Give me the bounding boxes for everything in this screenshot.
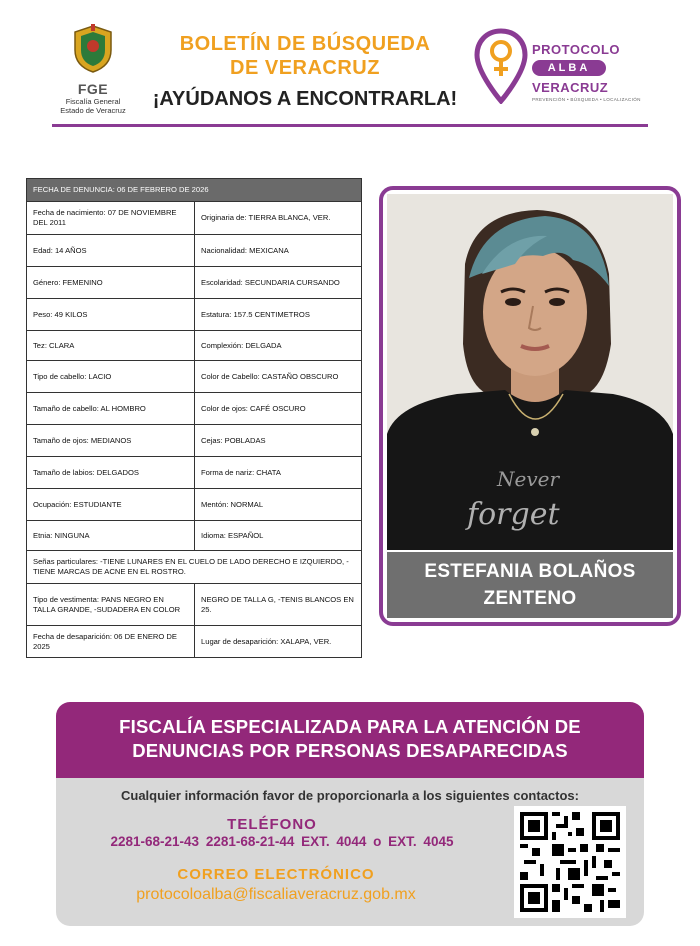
table-cell-right: Mentón: NORMAL [201, 499, 264, 509]
title-line3: ¡AYÚDANOS A ENCONTRARLA! [152, 88, 458, 110]
table-row [27, 201, 361, 234]
female-location-pin-icon [474, 28, 528, 104]
table-cell-left: Tamaño de cabello: AL HOMBRO [27, 393, 195, 424]
clothing-right: NEGRO DE TALLA G, -TENIS BLANCOS EN 25. [201, 594, 354, 614]
missing-person-photo [387, 194, 673, 550]
table-row [27, 234, 361, 266]
table-cell-right: Nacionalidad: MEXICANA [201, 245, 289, 255]
table-cell-right: Idioma: ESPAÑOL [201, 530, 264, 540]
header [0, 0, 700, 135]
shirt-print-line2: forget [467, 497, 560, 532]
agency-line1: FISCALÍA ESPECIALIZADA PARA LA ATENCIÓN DE [119, 716, 581, 737]
distinguishing-features: Señas particulares: -TIENE LUNARES EN EL CUELO DE LADO DERECHO E IZQUIERDO, -TIENE MARCAS DE ACNE EN EL ROSTRO. [33, 557, 349, 576]
fge-line2: Estado de Veracruz [60, 106, 126, 115]
table-row [27, 298, 361, 330]
portrait-illustration [387, 194, 673, 550]
email-label: CORREO ELECTRÓNICO [177, 866, 375, 883]
contact-intro: Cualquier información favor de proporcionarla a los siguientes contactos: [121, 788, 579, 803]
table-cell-left: Tamaño de ojos: MEDIANOS [27, 425, 195, 456]
table-cell-left: Tipo de cabello: LACIO [27, 361, 195, 392]
table-cell-right: Escolaridad: SECUNDARIA CURSANDO [201, 277, 340, 287]
alba-line2: ALBA [532, 60, 606, 76]
header-divider [52, 124, 648, 127]
disappearance-date: Fecha de desaparición: 06 DE ENERO DE 2025 [27, 626, 195, 657]
table-row [27, 456, 361, 488]
table-cell-right: Cejas: POBLADAS [201, 435, 266, 445]
email-link[interactable]: protocoloalba@fiscaliaveracruz.gob.mx [136, 886, 416, 903]
table-row [27, 424, 361, 456]
table-row [27, 488, 361, 520]
fge-logo [58, 24, 128, 115]
alba-tagline: PREVENCIÓN • BÚSQUEDA • LOCALIZACIÓN [532, 97, 641, 102]
table-row [27, 330, 361, 360]
table-header-row [27, 179, 361, 201]
phone-numbers[interactable]: 2281-68-21-43 2281-68-21-44 EXT. 4044 o EXT. 4045 [110, 834, 454, 849]
phone-label: TELÉFONO [227, 816, 317, 833]
table-cell-left: Peso: 49 KILOS [27, 299, 195, 330]
table-cell-left: Edad: 14 AÑOS [27, 235, 195, 266]
table-cell-left: Género: FEMENINO [27, 267, 195, 298]
qr-code[interactable] [514, 806, 626, 918]
table-cell-right: Color de ojos: CAFÉ OSCURO [201, 403, 306, 413]
fge-line1: Fiscalía General [65, 97, 121, 106]
table-row [27, 550, 361, 583]
bulletin-title [130, 32, 480, 112]
person-name [387, 552, 673, 618]
table-cell-right: Originaria de: TIERRA BLANCA, VER. [201, 213, 331, 222]
table-row [27, 583, 361, 625]
table-row [27, 520, 361, 550]
title-line1: BOLETÍN DE BÚSQUEDA [179, 33, 431, 55]
table-row [27, 625, 361, 657]
alba-line1: PROTOCOLO [532, 42, 621, 57]
table-cell-right: Estatura: 157.5 CENTIMETROS [201, 309, 310, 319]
agency-banner [56, 702, 644, 778]
title-line2: DE VERACRUZ [230, 57, 380, 79]
description-table [26, 178, 362, 658]
name-line2: ZENTENO [483, 588, 577, 609]
protocolo-alba-logo [470, 24, 660, 109]
table-cell-left: Tamaño de labios: DELGADOS [27, 457, 195, 488]
disappearance-place: Lugar de desaparición: XALAPA, VER. [201, 636, 332, 646]
table-row [27, 266, 361, 298]
table-cell-left: Etnia: NINGUNA [27, 521, 195, 550]
table-cell-left: Fecha de nacimiento: 07 DE NOVIEMBRE DEL 2011 [27, 202, 195, 234]
report-date: FECHA DE DENUNCIA: 06 DE FEBRERO DE 2026 [27, 179, 361, 201]
agency-line2: DENUNCIAS POR PERSONAS DESAPARECIDAS [132, 740, 568, 761]
table-cell-left: Ocupación: ESTUDIANTE [27, 489, 195, 520]
contact-panel [56, 778, 644, 926]
table-cell-left: Tez: CLARA [27, 331, 195, 360]
photo-card [379, 186, 681, 626]
fge-abbr: FGE [77, 81, 109, 97]
qr-code-icon [520, 812, 620, 912]
veracruz-coat-of-arms-icon [71, 24, 115, 74]
name-line1: ESTEFANIA BOLAÑOS [424, 561, 636, 582]
table-cell-right: Color de Cabello: CASTAÑO OBSCURO [201, 371, 339, 381]
table-cell-right: Complexión: DELGADA [201, 340, 282, 350]
shirt-print-line1: Never [497, 467, 560, 491]
alba-line3: VERACRUZ [532, 80, 609, 95]
table-row [27, 392, 361, 424]
table-row [27, 360, 361, 392]
clothing-left: Tipo de vestimenta: PANS NEGRO EN TALLA GRANDE, -SUDADERA EN COLOR [27, 584, 195, 625]
table-cell-right: Forma de nariz: CHATA [201, 467, 281, 477]
